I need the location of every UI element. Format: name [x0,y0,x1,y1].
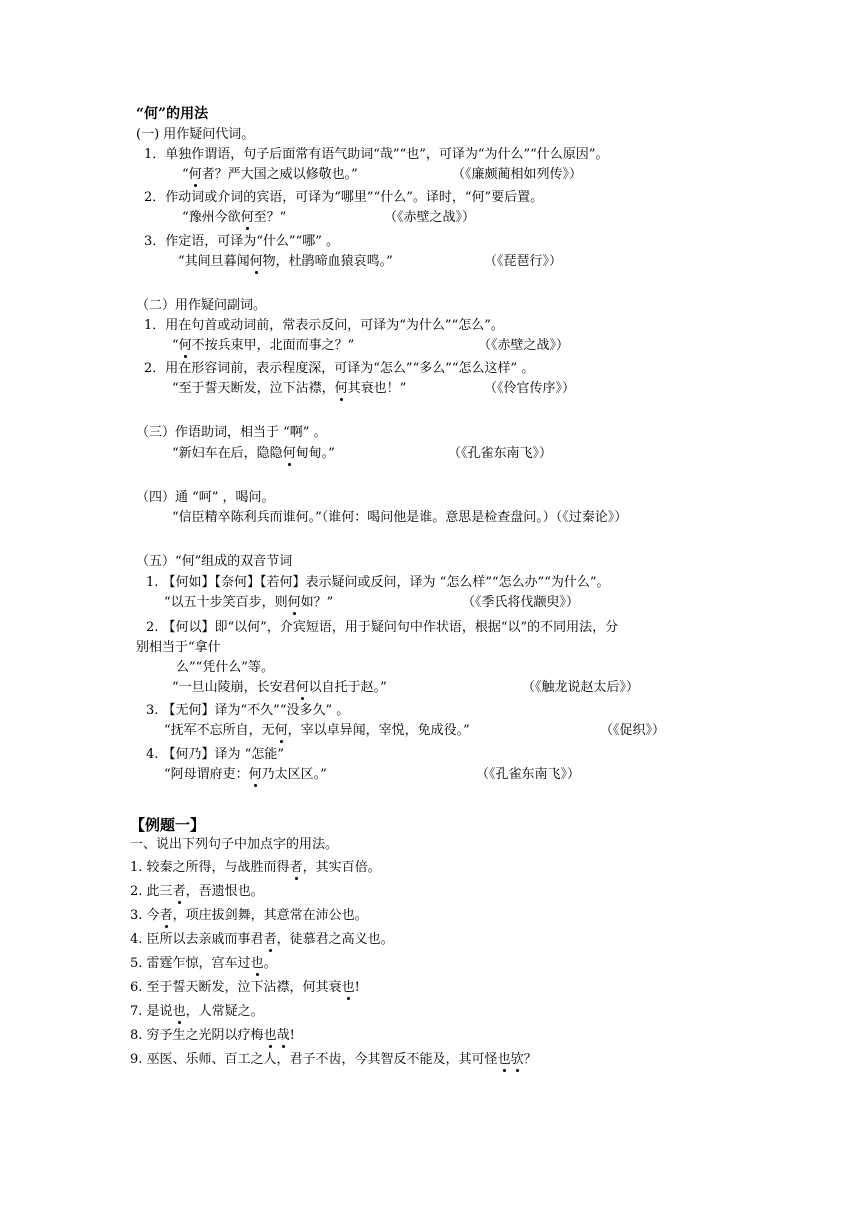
dotted-char: 何 [178,338,192,353]
section-5-item-1-example: “以五十步笑百步，则何如？” [164,595,334,610]
dotted-char: 何 [240,210,254,225]
section-4-heading: （四）通 “呵” ，喝问。 [136,490,275,505]
dotted-char: 也 [497,1052,511,1067]
page-title: “何”的用法 [136,106,209,122]
section-3-source: （《孔雀东南飞》） [448,446,553,461]
dotted-char: 何 [287,595,301,610]
section-4-example: “信臣精卒陈利兵而谁何。”（谁何：喝问他是谁。意思是检查盘问。）（《过秦论》） [172,510,628,525]
example-instruction: 一、说出下列句子中加点字的用法。 [130,837,339,852]
section-1-item-1: 1．单独作谓语，句子后面常有语气助词“哉”“也”，可译为“为什么”“什么原因”。 [144,147,609,162]
section-2-item-2: 2．用在形容词前，表示程度深，可译为“怎么”“多么”“怎么这样” 。 [144,361,535,376]
section-5-item-1-source: （《季氏将伐颛臾》） [462,595,580,610]
example-item-2: 2. 此三者，吾遗恨也。 [130,884,264,899]
section-1-item-2-source: （《赤壁之战》） [384,210,476,225]
example-item-4: 4. 臣所以去亲戚而事君者，徒慕君之高义也。 [130,932,394,947]
dotted-char: 何 [188,167,202,182]
dotted-char: 也 [341,980,355,995]
dotted-char: 何 [248,767,262,782]
section-1-item-3-source: （《琵琶行》） [484,254,563,269]
dotted-char: 也 [263,1028,277,1043]
section-1-item-2: 2．作动词或介词的宾语，可译为“哪里”“什么”。译时，“何”要后置。 [144,190,544,205]
dotted-char: 何 [282,446,296,461]
section-1-heading: (一) 用作疑问代词。 [136,127,255,142]
section-5-item-4: 4. 【何乃】译为 “怎能” [146,747,284,762]
dotted-char: 哉 [276,1028,290,1043]
section-5-item-2-line-2: 别相当于“拿什 [136,640,221,655]
dotted-char: 也 [172,1004,186,1019]
section-2-heading: （二）用作疑问副词。 [136,298,267,313]
example-item-7: 7. 是说也，人常疑之。 [130,1004,264,1019]
example-title: 【例题一】 [130,816,206,834]
dotted-char: 者 [159,908,173,923]
example-item-1: 1. 较秦之所得，与战胜而得者，其实百倍。 [130,860,381,875]
example-item-5: 5. 雷霆乍惊，宫车过也。 [130,956,277,971]
section-2-item-1-example: “何不按兵束甲，北面而事之？” [172,338,355,353]
section-5-item-3: 3. 【无何】译为“不久”“没多久” 。 [146,703,350,718]
section-5-item-3-source: （《促织》） [600,723,666,738]
section-5-item-3-example: “抚军不忘所自，无何，宰以卓异闻，宰悦，免成役。” [164,723,470,738]
dotted-char: 欤 [510,1052,524,1067]
section-5-item-1: 1. 【何如】【奈何】【若何】表示疑问或反问，译为 “怎么样”“怎么办”“为什么”。 [146,575,610,590]
section-5-item-4-source: （《孔雀东南飞》） [476,767,581,782]
example-item-6: 6. 至于誓天断发，泣下沾襟，何其衰也! [130,980,360,995]
section-2-item-1-source: （《赤壁之战》） [478,338,570,353]
section-5-heading: （五）“何”组成的双音节词 [136,554,293,569]
dotted-char: 何 [334,381,348,396]
section-5-item-4-example: “阿母谓府吏：何乃太区区。” [164,767,327,782]
dotted-char: 者 [172,884,186,899]
section-2-item-2-source: （《伶官传序》） [484,381,576,396]
section-5-item-2-line-1: 2. 【何以】即“以何”，介宾短语，用于疑问句中作状语，根据“以”的不同用法，分 [146,620,619,635]
section-1-item-3: 3．作定语，可译为“什么”“哪” 。 [144,234,339,249]
section-5-item-2-source: （《触龙说赵太后》） [522,680,640,695]
section-5-item-2-example: “一旦山陵崩，长安君何以自托于赵。” [172,680,387,695]
section-3-heading: （三）作语助词，相当于 “啊” 。 [136,425,327,440]
section-5-item-2-line-3: 么”“凭什么”等。 [176,660,274,675]
section-2-item-2-example: “至于誓天断发，泣下沾襟，何其衰也！” [172,381,407,396]
dotted-char: 何 [295,680,309,695]
section-1-item-1-source: （《廉颇蔺相如列传》） [452,167,583,182]
example-item-3: 3. 今者，项庄拔剑舞，其意常在沛公也。 [130,908,368,923]
section-2-item-1: 1．用在句首或动词前，常表示反问，可译为“为什么”“怎么”。 [144,318,504,333]
section-1-item-2-example: “豫州今欲何至？” [182,210,287,225]
dotted-char: 也 [250,956,264,971]
section-1-item-1-example: “何者？严大国之威以修敬也。” [182,167,358,182]
dotted-char: 何 [249,254,263,269]
dotted-char: 何 [274,723,288,738]
example-item-8: 8. 穷予生之光阴以疗梅也哉! [130,1028,295,1043]
section-3-example: “新妇车在后，隐隐何甸甸。” [172,446,335,461]
example-item-9: 9. 巫医、乐师、百工之人，君子不齿，今其智反不能及，其可怪也欤？ [130,1052,537,1067]
dotted-char: 者 [289,860,303,875]
dotted-char: 者 [263,932,277,947]
section-1-item-3-example: “其间旦暮闻何物，杜鹃啼血猿哀鸣。” [178,254,393,269]
